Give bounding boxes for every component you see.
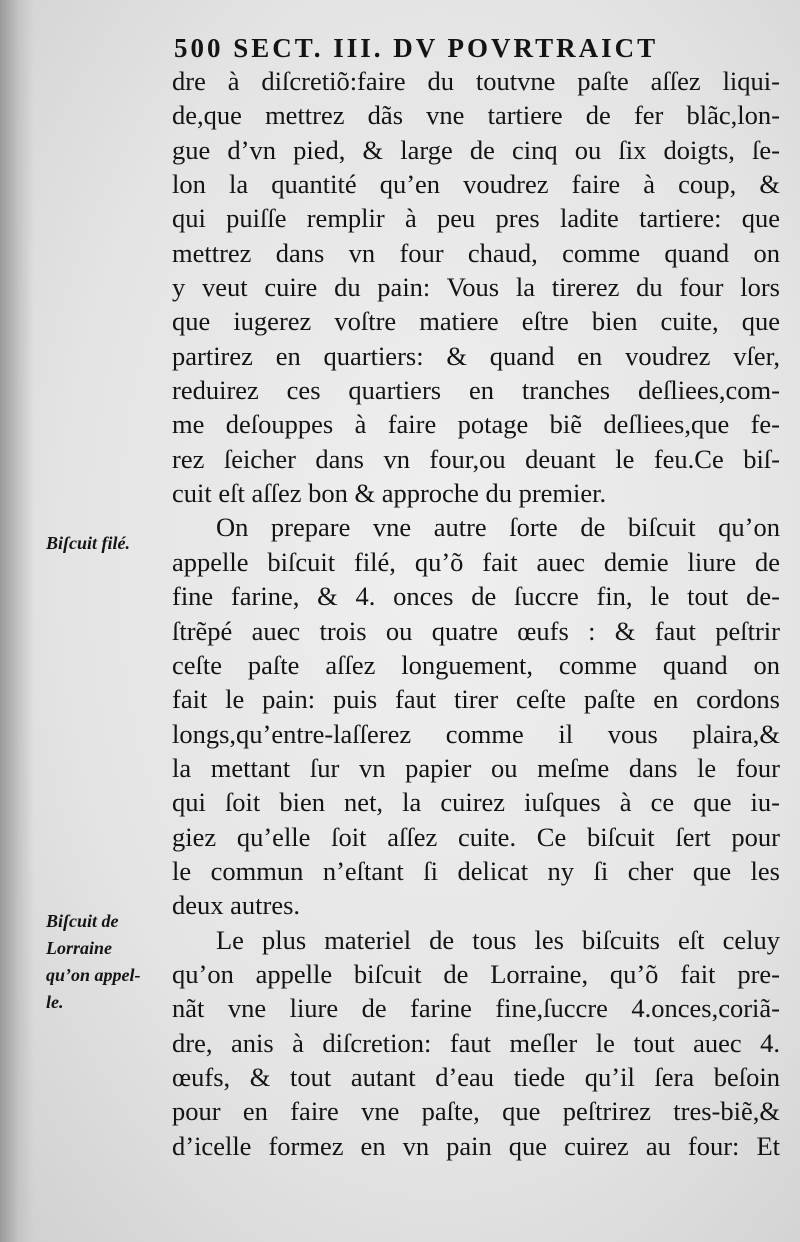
text-line: dre, anis à diſcretion: faut meſler le tout auec 4. [172, 1027, 780, 1058]
text-line: fait le pain: puis faut tirer ceſte paſte en cordons [172, 684, 780, 715]
text-line: œufs, & tout autant d’eau tiede qu’il ſera beſoin [172, 1061, 780, 1092]
margin-note-line: le. [46, 992, 64, 1012]
text-line: appelle biſcuit filé, qu’õ fait auec demie liure de [172, 546, 780, 577]
margin-note-line: Biſcuit filé. [46, 533, 130, 553]
paragraph-first-line: On prepare vne autre ſorte de biſcuit qu’on [216, 512, 780, 543]
text-line: mettrez dans vn four chaud, comme quand on [172, 237, 780, 268]
margin-note-line: qu’on appel- [46, 965, 141, 985]
text-line: fine farine, & 4. onces de ſuccre fin, le tout de- [172, 581, 780, 612]
margin-note-biscuit-file [46, 530, 130, 557]
text-line: ſtrẽpé auec trois ou quatre œufs : & faut peſtrir [172, 615, 780, 646]
text-line: reduirez ces quartiers en tranches deſliees,com- [172, 375, 780, 406]
text-line: gue d’vn pied, & large de cinq ou ſix doigts, ſe- [172, 134, 780, 165]
text-line: qui puiſſe remplir à peu pres ladite tartiere: que [172, 203, 780, 234]
text-line: rez ſeicher dans vn four,ou deuant le feu.Ce biſ- [172, 443, 780, 474]
running-head: 500 SECT. III. DV POVRTRAICT [174, 33, 659, 63]
paragraph-last-line: cuit eſt aſſez bon & approche du premier. [172, 478, 607, 509]
text-line: de,que mettrez dãs vne tartiere de fer blãc,lon- [172, 100, 780, 131]
margin-note-line: Biſcuit de [46, 911, 119, 931]
text-line: le commun n’eſtant ſi delicat ny ſi cher que les [172, 855, 780, 886]
text-line: nãt vne liure de farine fine,ſuccre 4.onces,coriã- [172, 993, 780, 1024]
text-line: longs,qu’entre-laſſerez comme il vous plaira,& [172, 718, 780, 749]
text-line: partirez en quartiers: & quand en voudrez vſer, [172, 340, 780, 371]
text-line: pour en faire vne paſte, que peſtrirez tres-biẽ,& [172, 1096, 780, 1127]
text-line: giez qu’elle ſoit aſſez cuite. Ce biſcuit ſert pour [172, 821, 780, 852]
text-line: y veut cuire du pain: Vous la tirerez du four lors [172, 272, 780, 303]
text-line: la mettant ſur vn papier ou meſme dans le four [172, 752, 780, 783]
text-line: me deſouppes à faire potage biẽ deſliees,que fe- [172, 409, 780, 440]
text-line: lon la quantité qu’en voudrez faire à coup, & [172, 169, 780, 200]
text-line: ceſte paſte aſſez longuement, comme quand on [172, 649, 780, 680]
text-line: dre à diſcretiõ:faire du toutvne paſte aſſez liqui- [172, 66, 780, 96]
text-line: qu’on appelle biſcuit de Lorraine, qu’õ fait pre- [172, 958, 780, 989]
text-line: qui ſoit bien net, la cuirez iuſques à ce que iu- [172, 787, 780, 818]
text-line: d’icelle formez en vn pain que cuirez au four: Et [172, 1130, 780, 1161]
binding-gutter-shadow [0, 0, 34, 1242]
body-text [172, 64, 780, 1163]
margin-note-biscuit-lorraine [46, 908, 141, 1016]
margin-note-line: Lorraine [46, 938, 113, 958]
paragraph-first-line: Le plus materiel de tous les biſcuits eſt celuy [216, 924, 780, 955]
text-line: que iugerez voſtre matiere eſtre bien cuite, que [172, 306, 780, 337]
paragraph-last-line: deux autres. [172, 890, 301, 921]
